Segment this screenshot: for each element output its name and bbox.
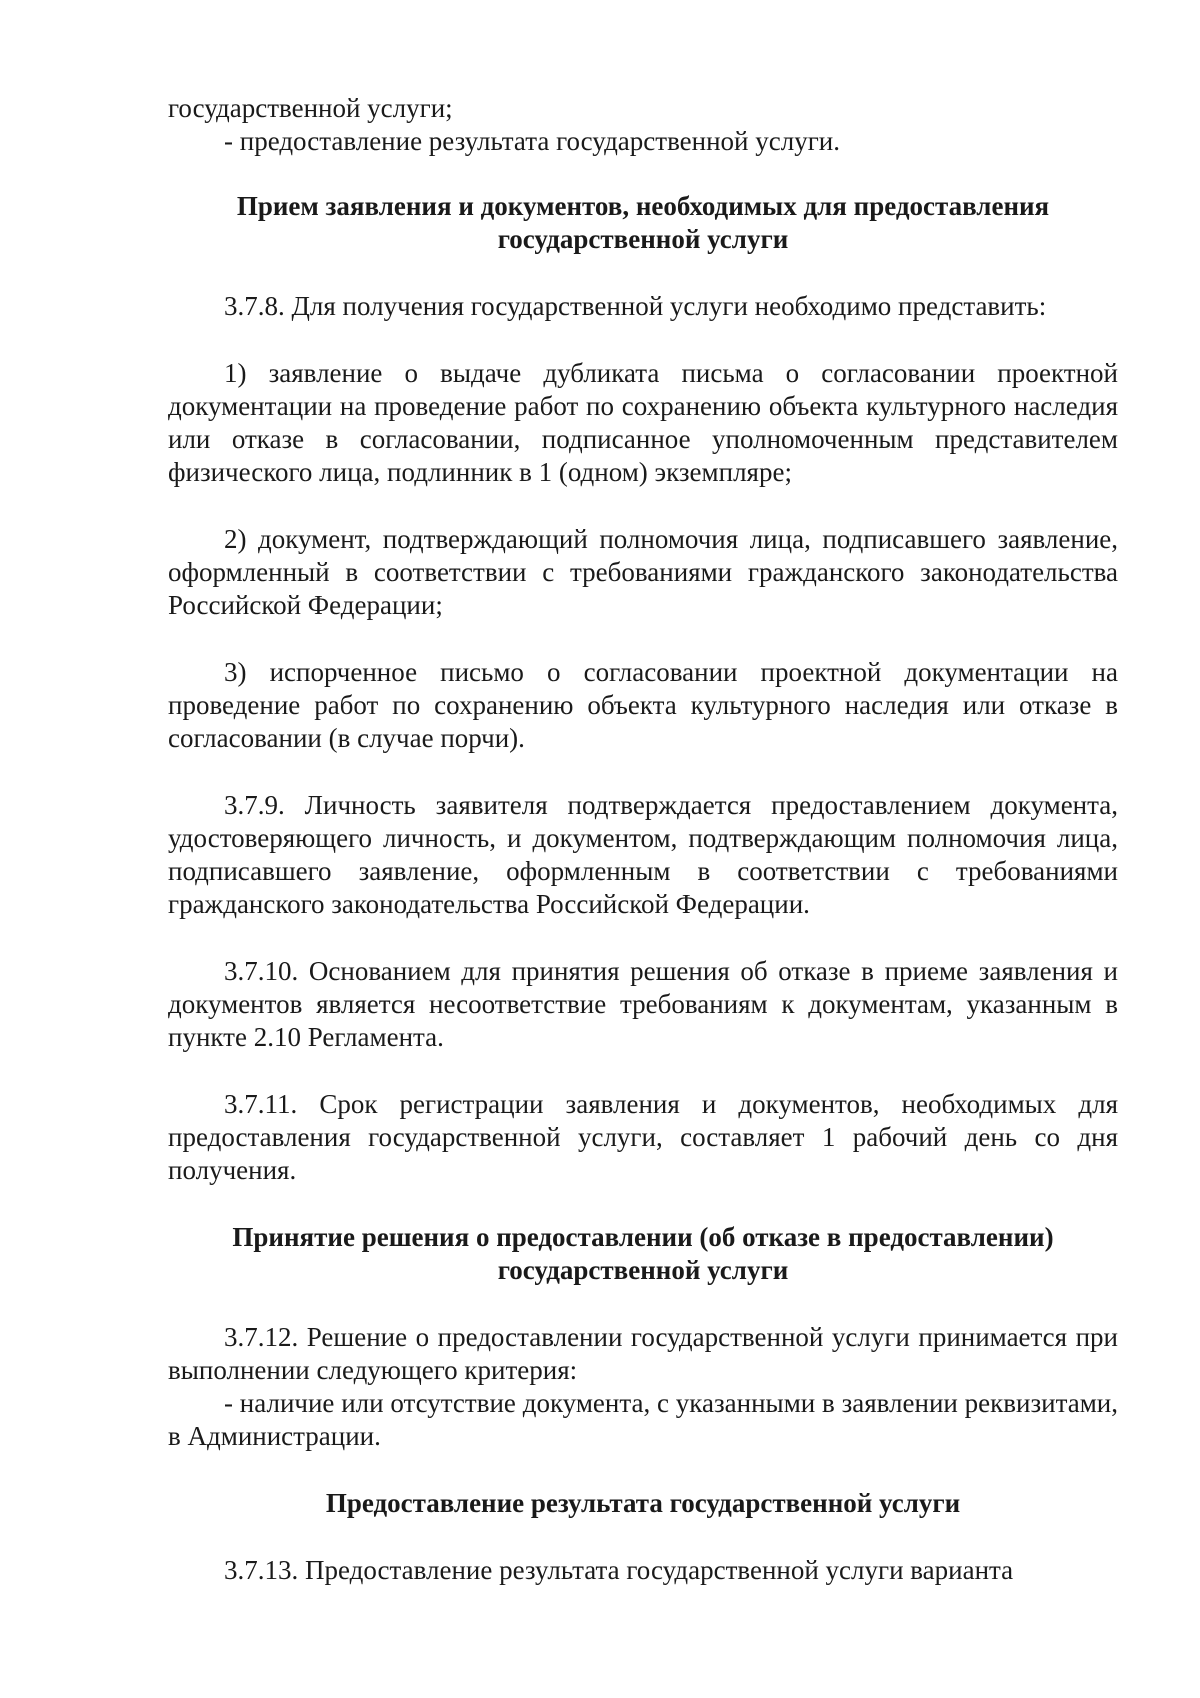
paragraph-3-7-8: 3.7.8. Для получения государственной услуги необходимо представить: [224,291,1047,321]
intro-dash-item: - предоставление результата государственной услуги. [224,126,840,156]
paragraph-3-7-11: 3.7.11. Срок регистрации заявления и документов, необходимых для предоставления государственной услуги, составляет 1 рабочий день со дня получения. [168,1089,1118,1185]
section-heading-line: Прием заявления и документов, необходимых для предоставления [236,191,1050,221]
paragraph-3-7-12: 3.7.12. Решение о предоставлении государственной услуги принимается при выполнении следующего критерия: [168,1322,1118,1385]
section-heading-decision [168,1221,1118,1287]
section-heading-reception [168,190,1118,256]
section-heading-result: Предоставление результата государственной услуги [325,1488,961,1518]
intro-continuation: государственной услуги; [168,93,453,123]
criterion-dash-item: - наличие или отсутствие документа, с указанными в заявлении реквизитами, в Администрации. [168,1388,1118,1451]
list-item-1: 1) заявление о выдаче дубликата письма о согласовании проектной документации на проведение работ по сохранению объекта культурного наследия или отказе в согласовании, подписанное уполномоченным представителем физического лица, подлинник в 1 (одном) экземпляре; [168,358,1118,487]
document-body [168,92,1118,1587]
paragraph-3-7-9: 3.7.9. Личность заявителя подтверждается предоставлением документа, удостоверяющего личность, и документом, подтверждающим полномочия лица, подписавшего заявление, оформленным в соответствии с требованиями гражданского законодательства Российской Федерации. [168,790,1118,919]
paragraph-3-7-13: 3.7.13. Предоставление результата государственной услуги варианта [224,1555,1014,1585]
paragraph-3-7-10: 3.7.10. Основанием для принятия решения об отказе в приеме заявления и документов является несоответствие требованиям к документам, указанным в пункте 2.10 Регламента. [168,956,1118,1052]
list-item-3: 3) испорченное письмо о согласовании проектной документации на проведение работ по сохранению объекта культурного наследия или отказе в согласовании (в случае порчи). [168,657,1118,753]
section-heading-line: государственной услуги [497,224,789,254]
list-item-2: 2) документ, подтверждающий полномочия лица, подписавшего заявление, оформленный в соответствии с требованиями гражданского законодательства Российской Федерации; [168,524,1118,620]
section-heading-line: государственной услуги [497,1255,789,1285]
section-heading-line: Принятие решения о предоставлении (об отказе в предоставлении) [232,1222,1054,1252]
